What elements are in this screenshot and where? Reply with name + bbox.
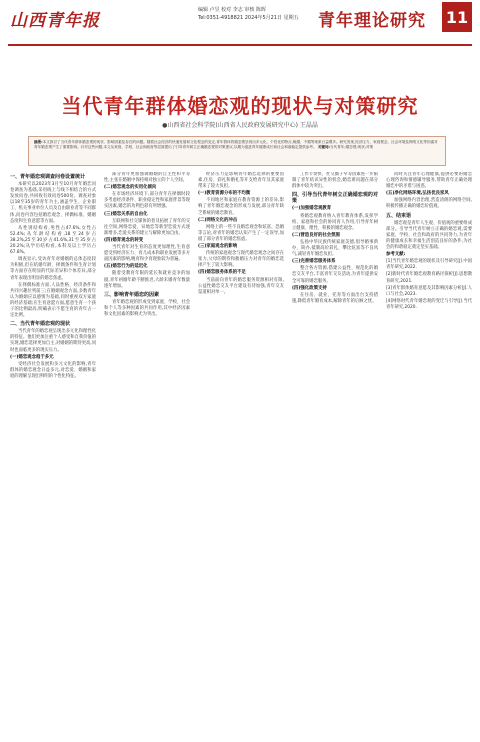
section-heading: 二、当代青年婚恋观的现状: [10, 321, 71, 328]
subsection-heading: (一)婚恋观念趋于多元: [10, 354, 54, 360]
paragraph: 在市场经济环境下,部分青年在择偶时较多考虑经济条件、职业稳定性和家庭背景等现实因素,婚恋的功利色彩有所增强。: [104, 192, 190, 210]
subsection-heading: (四)婚恋服务体系的不足: [198, 270, 246, 276]
paragraph: 互联网和社交媒体的普及拓展了青年的交往空间,网络恋爱、异地恋等新型恋爱方式逐渐增多,恋爱关系的建立与解除更加自由。: [104, 218, 190, 236]
paragraph: 不同地区和家庭在教育资源上的差异,影响了青年婚恋观念的形成与发展,部分青年缺乏系统的婚恋教育。: [198, 198, 284, 216]
paragraph: 整合各方资源,搭建公益性、规范化的婚恋交友平台,丰富青年交友活动,为青年提供安全可靠的婚恋服务。: [292, 266, 378, 284]
paragraph: 在择偶标准方面,人品性格、经济条件和共同兴趣位列前三;在婚姻观念方面,多数青年认为婚姻应以感情为基础,同时重视双方家庭的经济基础;在生育意愿方面,愿意生育一个孩子的比例最高,明确表示不愿生育的青年占一定比例。: [10, 282, 96, 319]
abstract-box: [28, 136, 446, 166]
column-2: [104, 172, 190, 738]
subsection-heading: (五)婚恋行为的延迟化: [104, 264, 148, 270]
paragraph: 婚恋观是青年人生观、价值观的重要组成部分。引导当代青年树立正确的婚恋观,需要家庭、学校、社会和政府的共同努力,为青年的健康成长和幸福生活创造良好的条件,为社会的和谐稳定奠定坚实基础。: [386, 220, 472, 251]
article-title: 当代青年群体婚恋观的现状与对策研究: [61, 94, 419, 118]
paragraph: 受经济社会发展和多元文化的影响,青年群体的婚恋观念日益多元,对恋爱、婚姻和家庭的理解呈现出鲜明的个性化特征。: [10, 361, 96, 379]
paragraph: 调查显示,受访青年对婚姻的总体态度较为积极,但在结婚年龄、择偶条件和生育计划等方面存在明显的代际差异和个体差异,部分青年表现出明显的婚恋焦虑。: [10, 257, 96, 281]
paragraph: 随着受教育年限的延长和就业竞争的加剧,青年初婚年龄不断推迟,大龄未婚青年数量逐年增加。: [104, 271, 190, 289]
keywords-label: 关键词:: [317, 144, 330, 149]
paragraph: 当代青年的婚恋观呈现出多元化和理性化的特征。他们更加注重个人感受和自我价值的实现,婚恋选择更加自主,对婚姻的期待更高,同时也面临更多的现实压力。: [10, 329, 96, 353]
reference-item: [1]当代青年婚恋观的现状及引导研究[J].中国青年研究,2022.: [386, 259, 472, 271]
date-line: Tel:0351-4918821 2024年5月21日 星期五: [198, 15, 299, 21]
paragraph: 弘扬中华民族传统家庭美德,倡导婚事新办、简办,抵制高价彩礼、攀比炫富等不良风气,减轻青年婚恋负担。: [292, 239, 378, 258]
subsection-heading: (三)婚恋关系的自由化: [104, 211, 148, 217]
subsection-heading: (四)婚育观念的转变: [104, 237, 144, 243]
subsection-heading: (二)网络文化的冲击: [198, 217, 238, 223]
newspaper-logo: 山西青年报: [10, 11, 100, 31]
paragraph: 加强网络内容治理,营造清朗的网络空间,积极传播正确的婚恋价值观。: [386, 198, 472, 210]
column-1: [10, 172, 96, 738]
masthead: [0, 0, 480, 52]
subsection-heading: (五)净化网络环境,弘扬优良家风: [386, 191, 449, 197]
abstract-text: 本文探讨了当代青年群体婚恋观的现状、影响因素及存在的问题。随着社会经济的快速发展和文化观念的变迁,青年群体的婚恋观呈现出多元化、个性化的特点,晚婚、不婚等现象日益增多。研究发现,经济压力、家庭观念、社会环境及网络文化等因素对青年婚恋观产生了重要影响。针对这些问题,本文从家庭、学校、社会和政府等层面提出了引导青年树立正确婚恋观的对策建议,以期为促进青年健康成长和社会和谐稳定提供参考。: [34, 140, 438, 149]
subsection-heading: (二)营造良好的社会氛围: [292, 232, 340, 238]
masthead-rule: [8, 44, 472, 46]
paragraph: 部分青年更加强调婚姻的自主性和平等性,主张在婚姻中保持相对独立的个人空间。: [104, 172, 190, 184]
section-title: 青年理论研究: [318, 11, 426, 31]
paragraph: 将婚恋观教育纳入青年教育体系,发挥学校、家庭和社会的协同育人作用,引导青年树立健康、理性、积极的婚恋观念。: [292, 213, 378, 231]
column-4: [292, 172, 378, 738]
paragraph: 当代青年对生育的态度更加理性,生育意愿受到经济压力、育儿成本和职业发展等多方面因素的影响,晚育和少育现象较为普遍。: [104, 245, 190, 263]
editor-line: 编辑 卢昱 校对 李志 审核 陈晖: [198, 7, 266, 13]
paragraph: 从性别结构看,男性占47.6%,女性占52.4%;从年龄结构看,18至24岁占38.2%,25至30岁占41.6%,31至35岁占20.2%;从学历结构看,本科及以上学历占67.8%。: [10, 225, 96, 256]
paragraph: 当前面向青年的婚恋服务资源相对有限,公益性婚恋交友平台建设有待加强,青年交友渠道相对单一。: [198, 277, 284, 295]
paragraph: 本研究以2023年3月至10月青年婚恋问卷调查为基础,采用线上与线下相结合的方式发放问卷,共回收有效问卷500份。调查对象以18至35岁的青年为主,涵盖学生、企业职工、机关事业单位人员及自由职业者等不同群体,问卷内容包括婚恋观念、择偶标准、婚姻态度和生育意愿等方面。: [10, 182, 96, 224]
paragraph: 工作节奏快、社交圈子窄等因素进一步限制了青年结识异性的机会,婚恋难问题在部分群体中较为突出。: [292, 172, 378, 190]
paragraph: 网络上的一些不良婚恋观念和炫富、恐婚等言论,对青年的婚恋认知产生了一定误导,加剧了部分青年的婚恋焦虑。: [198, 224, 284, 242]
section-heading: 一、青年婚恋观调查问卷设置统计: [10, 174, 86, 180]
paragraph: 同时关注青年心理健康,提供必要的婚恋心理咨询和情感辅导服务,帮助青年正确处理婚恋中的矛盾与困惑。: [386, 172, 472, 190]
section-heading: 三、影响青年婚恋的因素: [104, 291, 160, 298]
subsection-heading: (一)加强婚恋观教育: [292, 206, 332, 212]
reference-item: [4]网络时代青年婚恋观的变迁与引导[J].当代青年研究,2020.: [386, 298, 472, 310]
article-columns: [10, 172, 472, 738]
page-meta: [198, 6, 299, 22]
subsection-heading: (四)强化政策支持: [292, 285, 327, 291]
subsection-heading: 参考文献:: [386, 252, 406, 258]
reference-item: [3]青年群体婚育意愿及其影响因素分析[J].人口与社会,2023.: [386, 285, 472, 297]
column-3: [198, 172, 284, 738]
page-number: 11: [442, 2, 472, 32]
article-byline: ●山西省社会科学院(山西省人民政府发展研究中心) 王晶晶: [162, 122, 318, 129]
subsection-heading: (三)家庭观念的影响: [198, 244, 238, 250]
section-heading: 五、结束语: [386, 212, 412, 219]
section-heading: 四、引导当代青年树立正确婚恋观的对策: [292, 192, 378, 205]
subsection-heading: (三)完善婚恋服务体系: [292, 259, 336, 265]
abstract-label: 摘要:: [34, 140, 43, 144]
column-5: [386, 172, 472, 738]
subsection-heading: (二)婚恋观念的实用化倾向: [104, 185, 157, 191]
paragraph: 青年婚恋观的形成受到家庭、学校、社会和个人等多种因素的共同作用,其中经济因素和文化因素的影响尤为突出。: [104, 299, 190, 317]
subsection-heading: (一)教育资源分布的不均衡: [198, 191, 251, 197]
paragraph: 传统的家庭观念与现代婚恋观念之间存在张力,父母的期待和催婚压力对青年的婚恋选择产生了较大影响。: [198, 251, 284, 269]
paragraph: 经济压力是影响青年婚恋选择的重要因素,住房、彩礼和婚礼等开支给青年及其家庭带来了较大负担。: [198, 172, 284, 190]
keywords-text: 当代青年;婚恋观;现状;对策: [329, 144, 374, 149]
paragraph: 在住房、就业、托育等方面出台支持措施,降低青年婚育成本,解除青年的后顾之忧。: [292, 292, 378, 304]
reference-item: [2]新时代青年婚恋观教育路径探析[J].思想教育研究,2021.: [386, 272, 472, 284]
